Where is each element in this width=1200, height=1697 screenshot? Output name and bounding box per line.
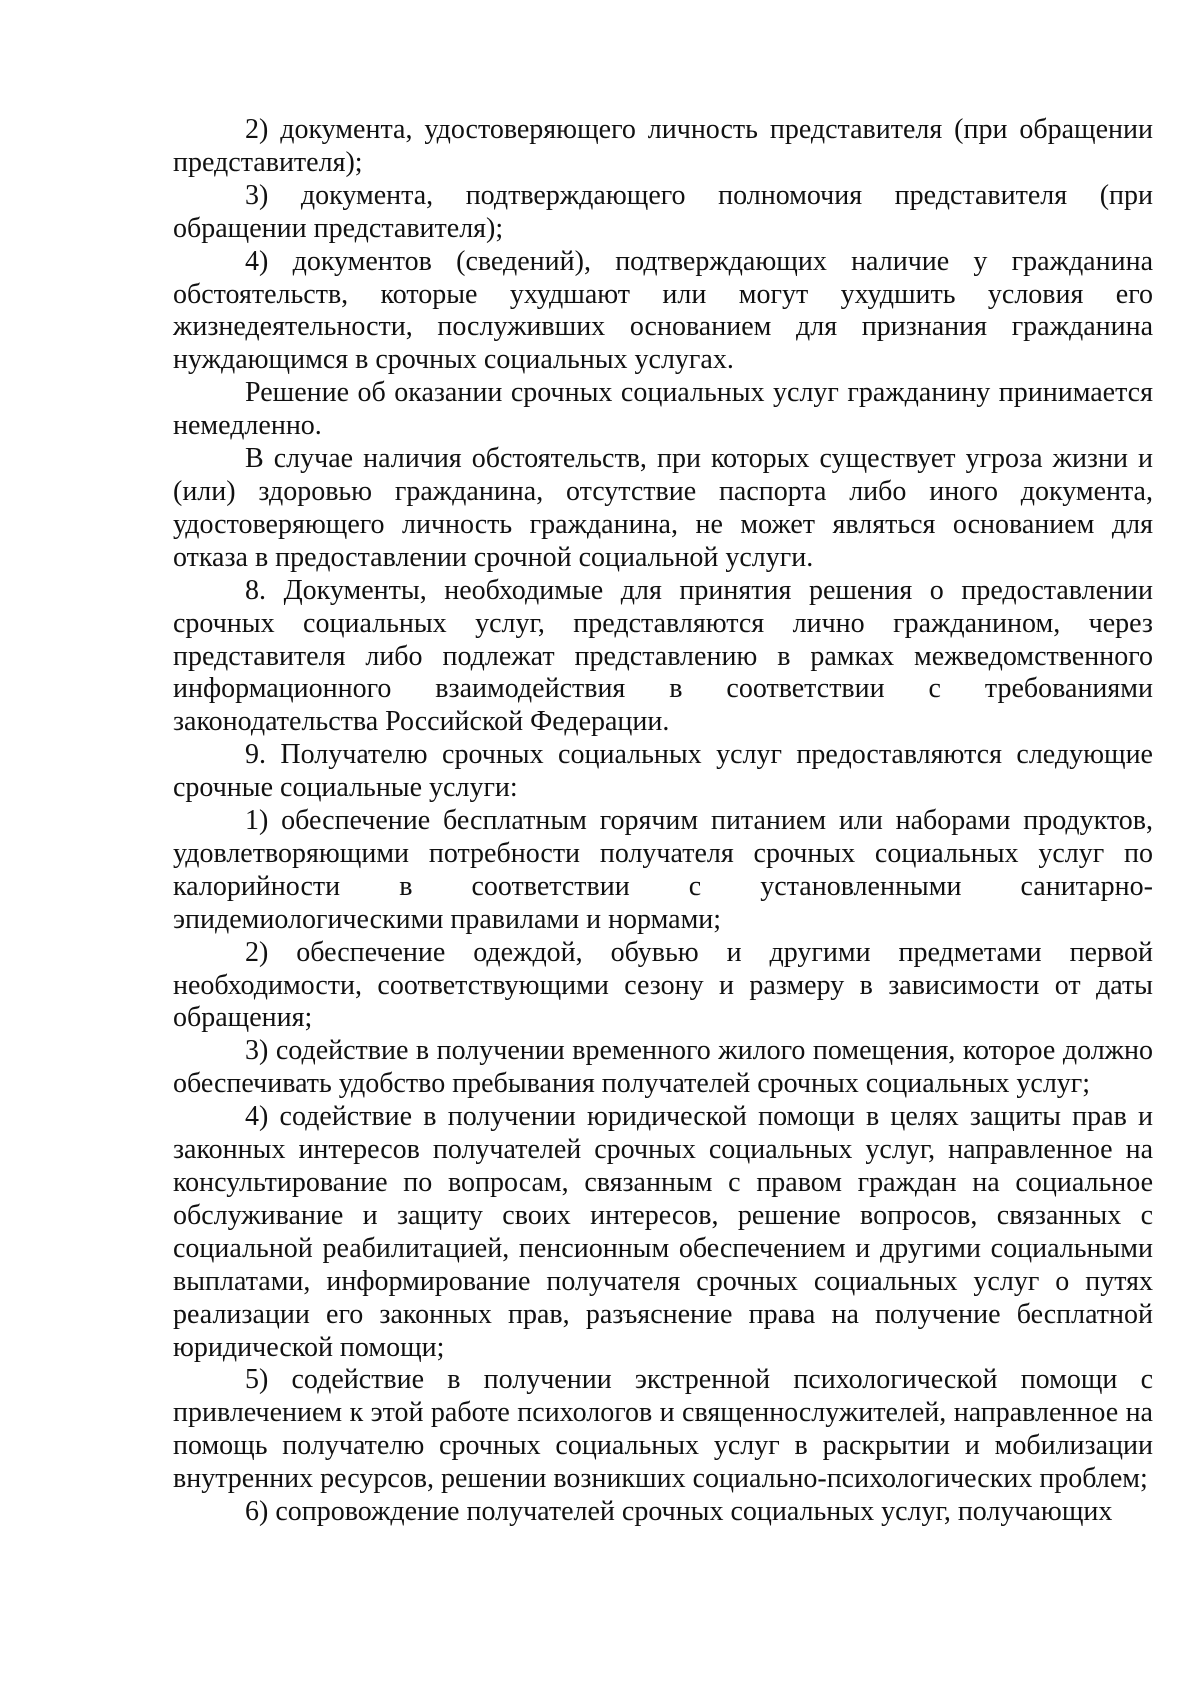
paragraph-item-3-representative-authority: 3) документа, подтверждающего полномочия представителя (при обращении представителя); (173, 179, 1153, 244)
paragraph-service-2-clothing: 2) обеспечение одеждой, обувью и другими предметами первой необходимости, соответствующими сезону и размеру в зависимости от даты обращения; (173, 936, 1153, 1034)
paragraph-item-4-circumstances-documents: 4) документов (сведений), подтверждающих наличие у гражданина обстоятельств, которые ухудшают или могут ухудшить условия его жизнедеятельности, послуживших основанием для признания гражданина нуждающимся в срочных социальных услугах. (173, 245, 1153, 376)
paragraph-section-9-services: 9. Получателю срочных социальных услуг предоставляются следующие срочные социальные услуги: (173, 739, 1153, 804)
paragraph-item-2-representative-id: 2) документа, удостоверяющего личность представителя (при обращении представителя); (173, 114, 1153, 178)
paragraph-service-3-housing: 3) содействие в получении временного жилого помещения, которое должно обеспечивать удобство пребывания получателей срочных социальных услуг; (173, 1035, 1153, 1100)
document-body (173, 114, 1153, 1529)
paragraph-section-8-documents: 8. Документы, необходимые для принятия решения о предоставлении срочных социальных услуг, представляются лично гражданином, через представителя либо подлежат представлению в рамках межведомственного информационного взаимодействия в соответствии с требованиями законодательства Российской Федерации. (173, 574, 1153, 738)
paragraph-threat-to-life: В случае наличия обстоятельств, при которых существует угроза жизни и (или) здоровью гражданина, отсутствие паспорта либо иного документа, удостоверяющего личность гражданина, не может являться основанием для отказа в предоставлении срочной социальной услуги. (173, 443, 1153, 573)
paragraph-service-1-food: 1) обеспечение бесплатным горячим питанием или наборами продуктов, удовлетворяющими потребности получателя срочных социальных услуг по калорийности в соответствии с установленными санитарно-эпидемиологическими правилами и нормами; (173, 805, 1153, 935)
paragraph-service-5-psychological-aid: 5) содействие в получении экстренной психологической помощи с привлечением к этой работе психологов и священнослужителей, направленное на помощь получателю срочных социальных услуг в раскрытии и мобилизации внутренних ресурсов, решении возникших социально-психологических проблем; (173, 1364, 1153, 1495)
paragraph-service-6-escort: 6) сопровождение получателей срочных социальных услуг, получающих (245, 1496, 1113, 1528)
paragraph-service-4-legal-aid: 4) содействие в получении юридической помощи в целях защиты прав и законных интересов получателей срочных социальных услуг, направленное на консультирование по вопросам, связанным с правом граждан на социальное обслуживание и защиту своих интересов, решение вопросов, связанных с социальной реабилитацией, пенсионным обеспечением и другими социальными выплатами, информирование получателя срочных социальных услуг о путях реализации его законных прав, разъяснение права на получение бесплатной юридической помощи; (173, 1101, 1153, 1363)
paragraph-decision-immediate: Решение об оказании срочных социальных услуг гражданину принимается немедленно. (173, 377, 1153, 442)
